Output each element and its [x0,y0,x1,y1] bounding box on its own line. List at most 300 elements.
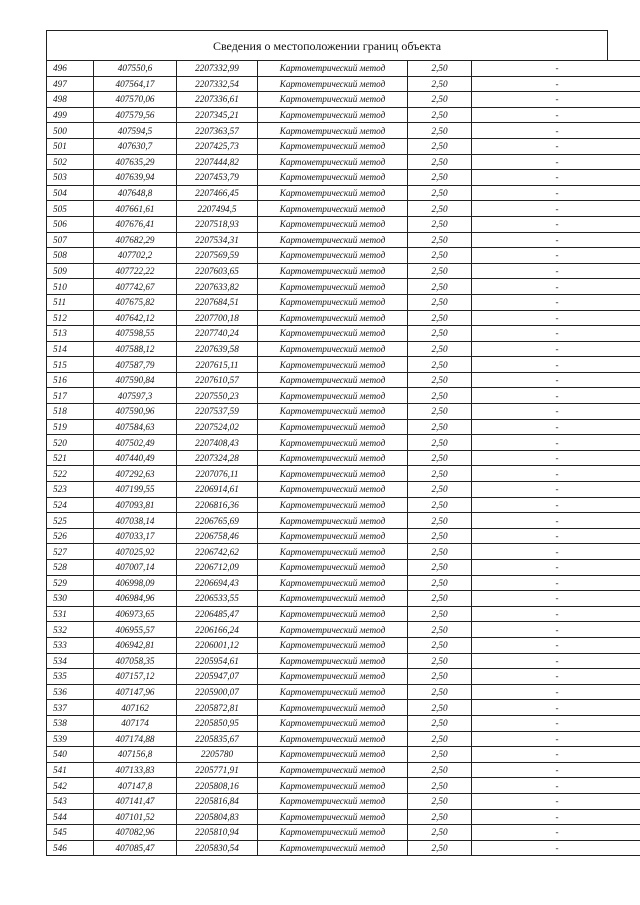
accuracy-cell: 2,50 [408,388,472,404]
y-coordinate-cell: 2205804,83 [177,809,258,825]
table-row [47,560,640,576]
method-cell: Картометрический метод [258,216,408,232]
table-row [47,372,640,388]
point-number-cell: 521 [47,450,94,466]
table-row [47,528,640,544]
accuracy-cell: 2,50 [408,435,472,451]
x-coordinate-cell: 407702,2 [94,248,177,264]
point-number-cell: 525 [47,513,94,529]
coordinates-table [46,60,640,856]
description-cell: - [472,76,640,92]
y-coordinate-cell: 2207332,99 [177,61,258,77]
description-cell: - [472,700,640,716]
point-number-cell: 540 [47,747,94,763]
y-coordinate-cell: 2207603,65 [177,263,258,279]
y-coordinate-cell: 2205816,84 [177,793,258,809]
accuracy-cell: 2,50 [408,528,472,544]
x-coordinate-cell: 407082,96 [94,825,177,841]
x-coordinate-cell: 406942,81 [94,637,177,653]
accuracy-cell: 2,50 [408,201,472,217]
y-coordinate-cell: 2206533,55 [177,591,258,607]
method-cell: Картометрический метод [258,263,408,279]
x-coordinate-cell: 407587,79 [94,357,177,373]
description-cell: - [472,684,640,700]
accuracy-cell: 2,50 [408,466,472,482]
description-cell: - [472,560,640,576]
y-coordinate-cell: 2207408,43 [177,435,258,451]
point-number-cell: 510 [47,279,94,295]
table-row [47,466,640,482]
point-number-cell: 508 [47,248,94,264]
table-row [47,450,640,466]
x-coordinate-cell: 407133,83 [94,762,177,778]
y-coordinate-cell: 2206166,24 [177,622,258,638]
method-cell: Картометрический метод [258,466,408,482]
point-number-cell: 500 [47,123,94,139]
x-coordinate-cell: 407085,47 [94,840,177,856]
point-number-cell: 513 [47,326,94,342]
method-cell: Картометрический метод [258,419,408,435]
y-coordinate-cell: 2207684,51 [177,294,258,310]
description-cell: - [472,388,640,404]
y-coordinate-cell: 2207518,93 [177,216,258,232]
y-coordinate-cell: 2205830,54 [177,840,258,856]
method-cell: Картометрический метод [258,357,408,373]
x-coordinate-cell: 407588,12 [94,341,177,357]
y-coordinate-cell: 2207345,21 [177,107,258,123]
accuracy-cell: 2,50 [408,809,472,825]
point-number-cell: 503 [47,170,94,186]
accuracy-cell: 2,50 [408,591,472,607]
table-row [47,482,640,498]
point-number-cell: 506 [47,216,94,232]
method-cell: Картометрический метод [258,793,408,809]
description-cell: - [472,310,640,326]
accuracy-cell: 2,50 [408,653,472,669]
y-coordinate-cell: 2206816,36 [177,497,258,513]
accuracy-cell: 2,50 [408,326,472,342]
table-body [47,61,640,856]
table-row [47,731,640,747]
table-row [47,216,640,232]
description-cell: - [472,123,640,139]
point-number-cell: 516 [47,372,94,388]
description-cell: - [472,622,640,638]
description-cell: - [472,450,640,466]
table-row [47,669,640,685]
x-coordinate-cell: 407722,22 [94,263,177,279]
description-cell: - [472,825,640,841]
accuracy-cell: 2,50 [408,170,472,186]
y-coordinate-cell: 2207534,31 [177,232,258,248]
table-row [47,575,640,591]
accuracy-cell: 2,50 [408,793,472,809]
table-row [47,76,640,92]
table-row [47,185,640,201]
point-number-cell: 502 [47,154,94,170]
accuracy-cell: 2,50 [408,310,472,326]
point-number-cell: 545 [47,825,94,841]
method-cell: Картометрический метод [258,61,408,77]
point-number-cell: 531 [47,606,94,622]
method-cell: Картометрический метод [258,294,408,310]
description-cell: - [472,513,640,529]
accuracy-cell: 2,50 [408,263,472,279]
x-coordinate-cell: 407147,96 [94,684,177,700]
table-row [47,622,640,638]
accuracy-cell: 2,50 [408,107,472,123]
accuracy-cell: 2,50 [408,669,472,685]
x-coordinate-cell: 407101,52 [94,809,177,825]
method-cell: Картометрический метод [258,528,408,544]
method-cell: Картометрический метод [258,170,408,186]
table-row [47,497,640,513]
y-coordinate-cell: 2207332,54 [177,76,258,92]
point-number-cell: 527 [47,544,94,560]
accuracy-cell: 2,50 [408,372,472,388]
point-number-cell: 501 [47,138,94,154]
y-coordinate-cell: 2207740,24 [177,326,258,342]
point-number-cell: 497 [47,76,94,92]
method-cell: Картометрический метод [258,637,408,653]
method-cell: Картометрический метод [258,107,408,123]
method-cell: Картометрический метод [258,76,408,92]
x-coordinate-cell: 407058,35 [94,653,177,669]
y-coordinate-cell: 2205850,95 [177,715,258,731]
y-coordinate-cell: 2207336,61 [177,92,258,108]
x-coordinate-cell: 407630,7 [94,138,177,154]
method-cell: Картометрический метод [258,185,408,201]
method-cell: Картометрический метод [258,513,408,529]
accuracy-cell: 2,50 [408,294,472,310]
point-number-cell: 541 [47,762,94,778]
x-coordinate-cell: 407639,94 [94,170,177,186]
description-cell: - [472,575,640,591]
y-coordinate-cell: 2206914,61 [177,482,258,498]
x-coordinate-cell: 407199,55 [94,482,177,498]
description-cell: - [472,669,640,685]
description-cell: - [472,637,640,653]
y-coordinate-cell: 2206694,43 [177,575,258,591]
table-row [47,825,640,841]
table-row [47,637,640,653]
accuracy-cell: 2,50 [408,76,472,92]
description-cell: - [472,793,640,809]
description-cell: - [472,778,640,794]
point-number-cell: 512 [47,310,94,326]
x-coordinate-cell: 407147,8 [94,778,177,794]
table-row [47,513,640,529]
method-cell: Картометрический метод [258,544,408,560]
table-row [47,341,640,357]
accuracy-cell: 2,50 [408,560,472,576]
table-row [47,419,640,435]
accuracy-cell: 2,50 [408,92,472,108]
x-coordinate-cell: 407440,49 [94,450,177,466]
point-number-cell: 534 [47,653,94,669]
accuracy-cell: 2,50 [408,731,472,747]
accuracy-cell: 2,50 [408,279,472,295]
method-cell: Картометрический метод [258,435,408,451]
y-coordinate-cell: 2205808,16 [177,778,258,794]
description-cell: - [472,248,640,264]
table-row [47,747,640,763]
y-coordinate-cell: 2205954,61 [177,653,258,669]
table-row [47,544,640,560]
x-coordinate-cell: 407584,63 [94,419,177,435]
x-coordinate-cell: 407502,49 [94,435,177,451]
method-cell: Картометрический метод [258,341,408,357]
point-number-cell: 528 [47,560,94,576]
method-cell: Картометрический метод [258,606,408,622]
method-cell: Картометрический метод [258,450,408,466]
table-row [47,778,640,794]
x-coordinate-cell: 406955,57 [94,622,177,638]
description-cell: - [472,653,640,669]
y-coordinate-cell: 2207633,82 [177,279,258,295]
accuracy-cell: 2,50 [408,825,472,841]
accuracy-cell: 2,50 [408,715,472,731]
y-coordinate-cell: 2207550,23 [177,388,258,404]
y-coordinate-cell: 2207076,11 [177,466,258,482]
x-coordinate-cell: 407675,82 [94,294,177,310]
y-coordinate-cell: 2207363,57 [177,123,258,139]
table-row [47,201,640,217]
point-number-cell: 539 [47,731,94,747]
table-row [47,61,640,77]
y-coordinate-cell: 2207569,59 [177,248,258,264]
y-coordinate-cell: 2207453,79 [177,170,258,186]
table-row [47,248,640,264]
description-cell: - [472,201,640,217]
y-coordinate-cell: 2206712,09 [177,560,258,576]
method-cell: Картометрический метод [258,560,408,576]
description-cell: - [472,544,640,560]
method-cell: Картометрический метод [258,310,408,326]
table-row [47,715,640,731]
description-cell: - [472,216,640,232]
accuracy-cell: 2,50 [408,138,472,154]
y-coordinate-cell: 2207444,82 [177,154,258,170]
point-number-cell: 526 [47,528,94,544]
y-coordinate-cell: 2207494,5 [177,201,258,217]
accuracy-cell: 2,50 [408,482,472,498]
y-coordinate-cell: 2207639,58 [177,341,258,357]
y-coordinate-cell: 2207610,57 [177,372,258,388]
accuracy-cell: 2,50 [408,544,472,560]
x-coordinate-cell: 407648,8 [94,185,177,201]
table-row [47,138,640,154]
accuracy-cell: 2,50 [408,450,472,466]
accuracy-cell: 2,50 [408,497,472,513]
point-number-cell: 517 [47,388,94,404]
method-cell: Картометрический метод [258,248,408,264]
description-cell: - [472,809,640,825]
x-coordinate-cell: 407676,41 [94,216,177,232]
accuracy-cell: 2,50 [408,575,472,591]
point-number-cell: 496 [47,61,94,77]
y-coordinate-cell: 2205835,67 [177,731,258,747]
x-coordinate-cell: 407162 [94,700,177,716]
description-cell: - [472,715,640,731]
description-cell: - [472,404,640,420]
accuracy-cell: 2,50 [408,248,472,264]
x-coordinate-cell: 407550,6 [94,61,177,77]
point-number-cell: 514 [47,341,94,357]
description-cell: - [472,154,640,170]
x-coordinate-cell: 407594,5 [94,123,177,139]
accuracy-cell: 2,50 [408,637,472,653]
description-cell: - [472,497,640,513]
accuracy-cell: 2,50 [408,404,472,420]
table-row [47,170,640,186]
table-row [47,263,640,279]
x-coordinate-cell: 407661,61 [94,201,177,217]
table-title: Сведения о местоположении границ объекта [46,30,608,60]
description-cell: - [472,92,640,108]
x-coordinate-cell: 407642,12 [94,310,177,326]
point-number-cell: 532 [47,622,94,638]
point-number-cell: 507 [47,232,94,248]
point-number-cell: 511 [47,294,94,310]
accuracy-cell: 2,50 [408,419,472,435]
x-coordinate-cell: 407038,14 [94,513,177,529]
y-coordinate-cell: 2206758,46 [177,528,258,544]
y-coordinate-cell: 2206001,12 [177,637,258,653]
method-cell: Картометрический метод [258,279,408,295]
method-cell: Картометрический метод [258,809,408,825]
point-number-cell: 543 [47,793,94,809]
y-coordinate-cell: 2206742,62 [177,544,258,560]
x-coordinate-cell: 407590,96 [94,404,177,420]
x-coordinate-cell: 407570,06 [94,92,177,108]
x-coordinate-cell: 407174 [94,715,177,731]
method-cell: Картометрический метод [258,762,408,778]
point-number-cell: 498 [47,92,94,108]
y-coordinate-cell: 2205900,07 [177,684,258,700]
method-cell: Картометрический метод [258,700,408,716]
method-cell: Картометрический метод [258,154,408,170]
x-coordinate-cell: 407025,92 [94,544,177,560]
description-cell: - [472,138,640,154]
x-coordinate-cell: 407292,63 [94,466,177,482]
table-row [47,279,640,295]
description-cell: - [472,591,640,607]
table-row [47,294,640,310]
description-cell: - [472,762,640,778]
accuracy-cell: 2,50 [408,185,472,201]
table-row [47,310,640,326]
x-coordinate-cell: 407579,56 [94,107,177,123]
description-cell: - [472,606,640,622]
description-cell: - [472,170,640,186]
description-cell: - [472,372,640,388]
x-coordinate-cell: 407156,8 [94,747,177,763]
y-coordinate-cell: 2207537,59 [177,404,258,420]
point-number-cell: 520 [47,435,94,451]
point-number-cell: 529 [47,575,94,591]
table-row [47,326,640,342]
point-number-cell: 524 [47,497,94,513]
y-coordinate-cell: 2205780 [177,747,258,763]
table-row [47,684,640,700]
x-coordinate-cell: 406984,96 [94,591,177,607]
description-cell: - [472,419,640,435]
x-coordinate-cell: 407157,12 [94,669,177,685]
accuracy-cell: 2,50 [408,216,472,232]
point-number-cell: 546 [47,840,94,856]
method-cell: Картометрический метод [258,840,408,856]
method-cell: Картометрический метод [258,575,408,591]
accuracy-cell: 2,50 [408,606,472,622]
point-number-cell: 519 [47,419,94,435]
point-number-cell: 518 [47,404,94,420]
table-row [47,92,640,108]
table-row [47,404,640,420]
table-row [47,700,640,716]
point-number-cell: 509 [47,263,94,279]
accuracy-cell: 2,50 [408,357,472,373]
accuracy-cell: 2,50 [408,747,472,763]
point-number-cell: 544 [47,809,94,825]
x-coordinate-cell: 406998,09 [94,575,177,591]
table-row [47,653,640,669]
x-coordinate-cell: 407742,67 [94,279,177,295]
document-sheet [46,30,608,856]
accuracy-cell: 2,50 [408,232,472,248]
description-cell: - [472,279,640,295]
accuracy-cell: 2,50 [408,700,472,716]
y-coordinate-cell: 2205810,94 [177,825,258,841]
x-coordinate-cell: 407141,47 [94,793,177,809]
x-coordinate-cell: 407564,17 [94,76,177,92]
y-coordinate-cell: 2207615,11 [177,357,258,373]
accuracy-cell: 2,50 [408,341,472,357]
method-cell: Картометрический метод [258,388,408,404]
table-row [47,154,640,170]
method-cell: Картометрический метод [258,622,408,638]
point-number-cell: 504 [47,185,94,201]
method-cell: Картометрический метод [258,591,408,607]
description-cell: - [472,107,640,123]
table-row [47,435,640,451]
x-coordinate-cell: 406973,65 [94,606,177,622]
description-cell: - [472,294,640,310]
accuracy-cell: 2,50 [408,61,472,77]
method-cell: Картометрический метод [258,684,408,700]
method-cell: Картометрический метод [258,482,408,498]
y-coordinate-cell: 2205872,81 [177,700,258,716]
y-coordinate-cell: 2207425,73 [177,138,258,154]
table-row [47,591,640,607]
x-coordinate-cell: 407590,84 [94,372,177,388]
description-cell: - [472,466,640,482]
x-coordinate-cell: 407597,3 [94,388,177,404]
point-number-cell: 505 [47,201,94,217]
y-coordinate-cell: 2207524,02 [177,419,258,435]
description-cell: - [472,61,640,77]
description-cell: - [472,840,640,856]
accuracy-cell: 2,50 [408,154,472,170]
x-coordinate-cell: 407682,29 [94,232,177,248]
y-coordinate-cell: 2207466,45 [177,185,258,201]
description-cell: - [472,263,640,279]
method-cell: Картометрический метод [258,404,408,420]
description-cell: - [472,435,640,451]
accuracy-cell: 2,50 [408,778,472,794]
y-coordinate-cell: 2206485,47 [177,606,258,622]
table-row [47,388,640,404]
